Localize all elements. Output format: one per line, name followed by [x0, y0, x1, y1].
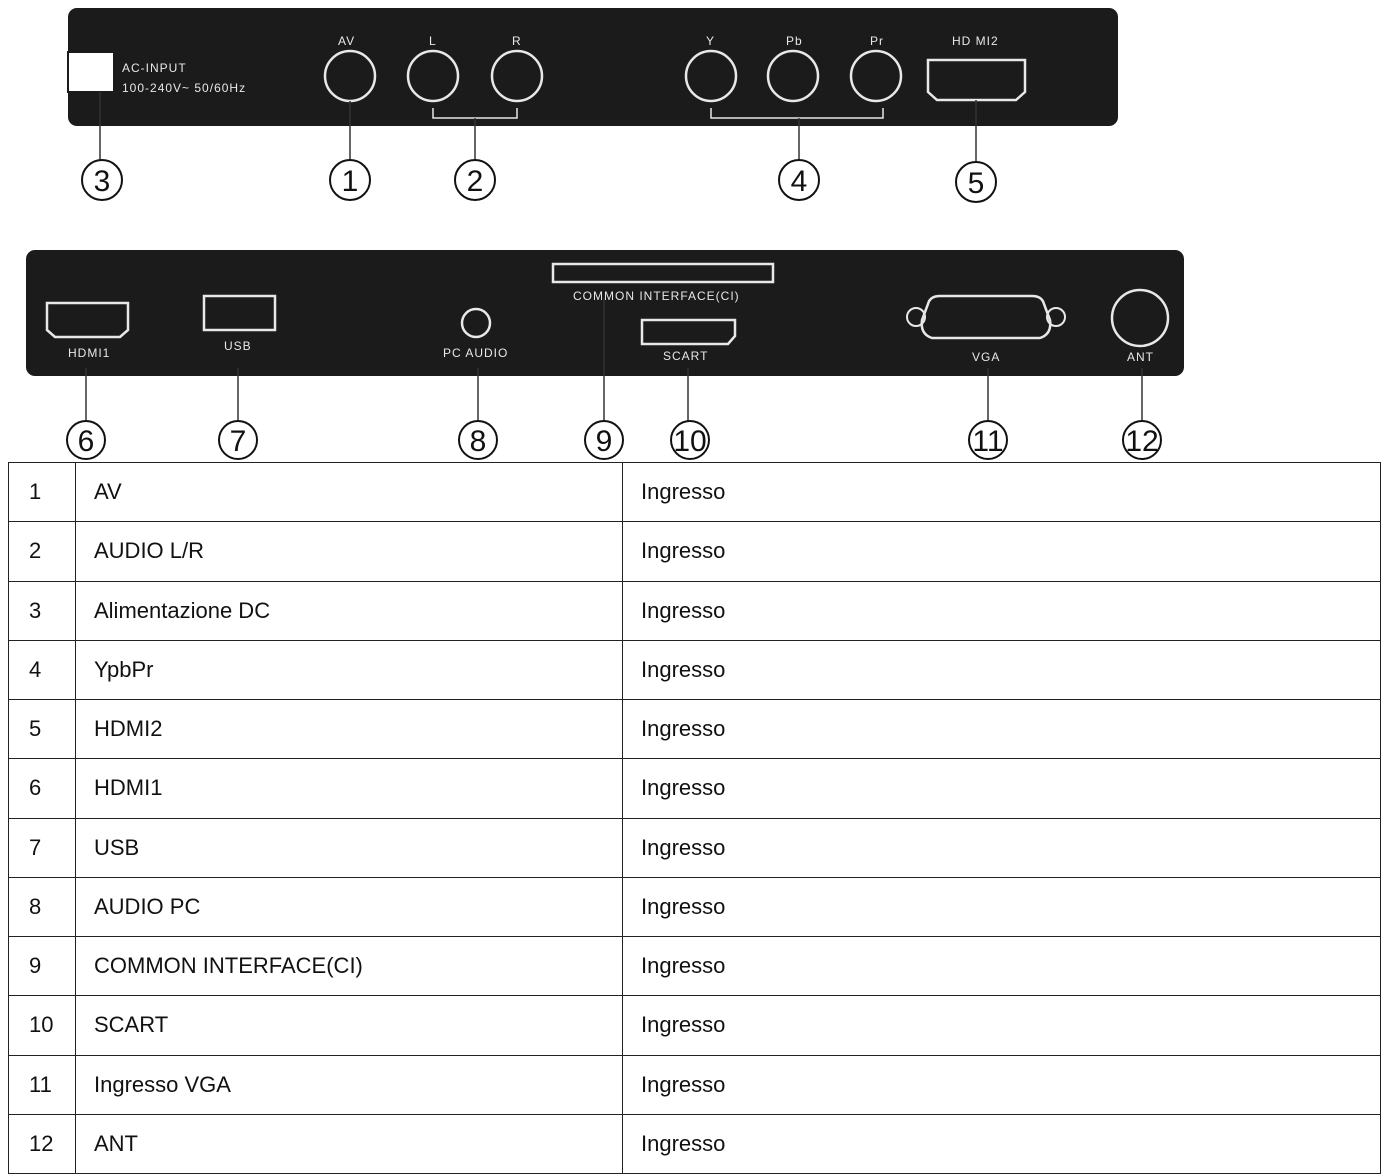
connector-name: ANT [76, 1114, 623, 1173]
row-number: 5 [9, 700, 76, 759]
svg-text:6: 6 [77, 425, 95, 458]
connector-type: Ingresso [623, 581, 1381, 640]
connector-type: Ingresso [623, 996, 1381, 1055]
usb-label: USB [224, 339, 252, 353]
connector-name: HDMI2 [76, 700, 623, 759]
connector-type: Ingresso [623, 700, 1381, 759]
table-row [9, 700, 1381, 759]
row-number: 2 [9, 522, 76, 581]
scart-label: SCART [663, 349, 709, 363]
svg-text:10: 10 [673, 425, 707, 458]
callout-11 [969, 421, 1007, 459]
connector-name: AUDIO PC [76, 877, 623, 936]
connector-name: YpbPr [76, 640, 623, 699]
connector-type: Ingresso [623, 759, 1381, 818]
row-number: 11 [9, 1055, 76, 1114]
callout-6 [67, 421, 105, 459]
connector-name: USB [76, 818, 623, 877]
vga-label: VGA [972, 350, 1001, 364]
row-number: 3 [9, 581, 76, 640]
av-label: AV [338, 34, 356, 48]
callout-5 [956, 162, 996, 202]
svg-text:8: 8 [469, 425, 487, 458]
row-number: 10 [9, 996, 76, 1055]
top-panel [68, 8, 1118, 126]
table-row [9, 996, 1381, 1055]
callout-3 [82, 160, 122, 200]
table-row [9, 937, 1381, 996]
callout-7 [219, 421, 257, 459]
pb-label: Pb [786, 34, 803, 48]
row-number: 8 [9, 877, 76, 936]
connector-name: Ingresso VGA [76, 1055, 623, 1114]
connector-type: Ingresso [623, 522, 1381, 581]
bottom-panel [26, 250, 1184, 376]
svg-text:12: 12 [1125, 425, 1159, 458]
connector-type: Ingresso [623, 877, 1381, 936]
table-row [9, 759, 1381, 818]
callout-12 [1123, 421, 1161, 459]
svg-text:4: 4 [790, 165, 808, 198]
y-label: Y [706, 34, 716, 48]
row-number: 6 [9, 759, 76, 818]
table-row [9, 522, 1381, 581]
callout-4 [779, 160, 819, 200]
row-number: 7 [9, 818, 76, 877]
callout-9 [585, 421, 623, 459]
callout-8 [459, 421, 497, 459]
svg-text:5: 5 [967, 167, 985, 200]
svg-text:3: 3 [93, 165, 111, 198]
ci-label: COMMON INTERFACE(CI) [573, 289, 740, 303]
callout-10 [671, 421, 709, 459]
table-row [9, 1055, 1381, 1114]
svg-text:1: 1 [341, 165, 359, 198]
row-number: 9 [9, 937, 76, 996]
connector-type: Ingresso [623, 463, 1381, 522]
callout-2 [455, 160, 495, 200]
callout-1 [330, 160, 370, 200]
row-number: 12 [9, 1114, 76, 1173]
connector-type: Ingresso [623, 1055, 1381, 1114]
hdmi1-label: HDMI1 [68, 346, 111, 360]
ac-input-rating: 100-240V~ 50/60Hz [122, 81, 247, 95]
ac-input-label: AC-INPUT [122, 61, 187, 75]
table-row [9, 463, 1381, 522]
pc-audio-label: PC AUDIO [443, 346, 509, 360]
connector-diagram [0, 0, 1384, 462]
ant-label: ANT [1127, 350, 1154, 364]
svg-text:11: 11 [972, 425, 1004, 458]
connector-type: Ingresso [623, 937, 1381, 996]
connector-type: Ingresso [623, 640, 1381, 699]
connector-type: Ingresso [623, 818, 1381, 877]
connector-name: AV [76, 463, 623, 522]
row-number: 4 [9, 640, 76, 699]
ports-table [8, 462, 1381, 1174]
svg-text:7: 7 [229, 425, 247, 458]
connector-name: COMMON INTERFACE(CI) [76, 937, 623, 996]
svg-text:2: 2 [466, 165, 484, 198]
pr-label: Pr [870, 34, 884, 48]
hdmi2-label: HD MI2 [952, 34, 999, 48]
audio-r-label: R [512, 34, 522, 48]
audio-l-label: L [429, 34, 437, 48]
connector-name: AUDIO L/R [76, 522, 623, 581]
table-row [9, 581, 1381, 640]
table-row [9, 640, 1381, 699]
connector-type: Ingresso [623, 1114, 1381, 1173]
connector-name: SCART [76, 996, 623, 1055]
svg-text:9: 9 [595, 425, 613, 458]
table-row [9, 877, 1381, 936]
row-number: 1 [9, 463, 76, 522]
ac-input-socket [68, 52, 114, 92]
connector-name: Alimentazione DC [76, 581, 623, 640]
table-row [9, 818, 1381, 877]
connector-name: HDMI1 [76, 759, 623, 818]
table-row [9, 1114, 1381, 1173]
